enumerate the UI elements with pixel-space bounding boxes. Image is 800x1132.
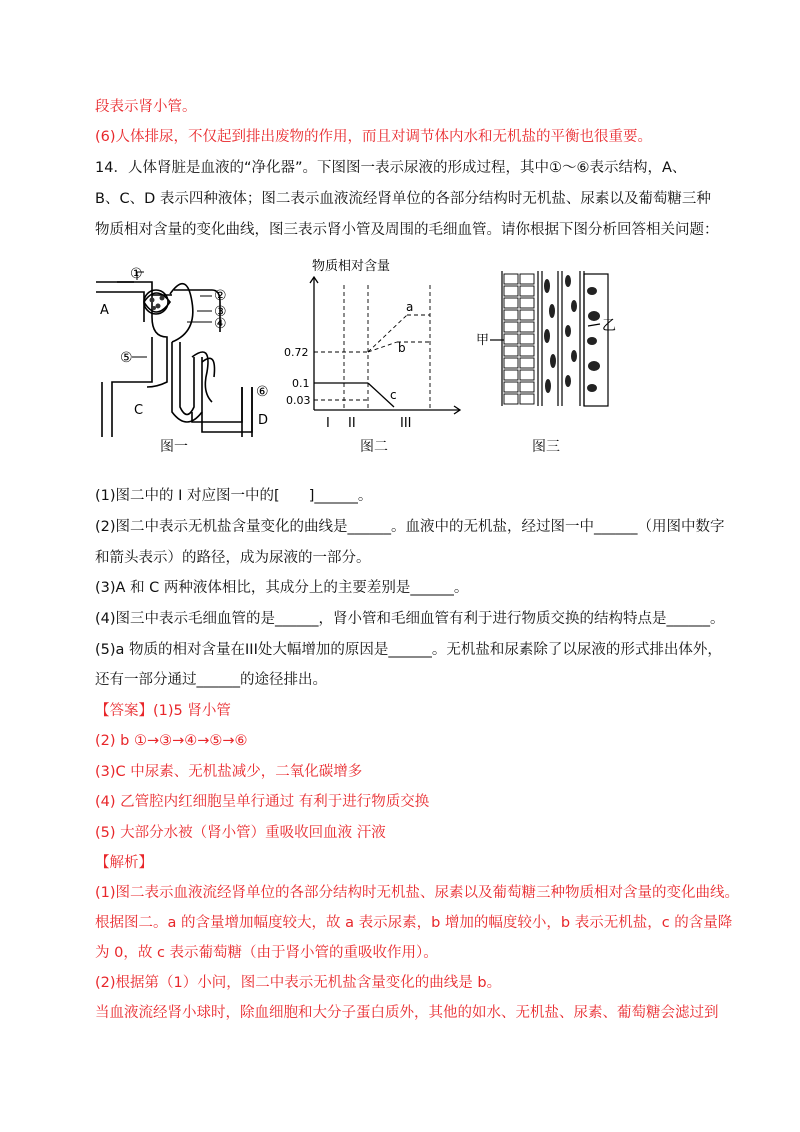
y-tick-003: 0.03 <box>286 394 311 407</box>
label-jia: 甲 <box>476 333 490 348</box>
question-line-1: 14．人体肾脏是血液的“净化器”。下图图一表示尿液的形成过程，其中①～⑥表示结构，A、 <box>95 160 687 176</box>
analysis-header: 【解析】 <box>95 855 153 871</box>
analysis-line-2: 根据图二。a 的含量增加幅度较大，故 a 表示尿素，b 增加的幅度较小，b 表示无机盐，c 的含量降 <box>95 915 733 931</box>
answer-3: (3)C 中尿素、无机盐减少，二氧化碳增多 <box>95 764 363 780</box>
sub-question-2: (2)图二中表示无机盐含量变化的曲线是______。血液中的无机盐，经过图一中______（用图中数字 <box>95 519 725 535</box>
letter-c: C <box>134 403 144 418</box>
marker-3: ③ <box>214 304 227 320</box>
figure-2-caption: 图二 <box>360 439 388 455</box>
answer-4: (4) 乙管腔内红细胞呈单行通过 有利于进行物质交换 <box>95 794 430 810</box>
prev-text-line-2: (6)人体排尿，不仅起到排出废物的作用，而且对调节体内水和无机盐的平衡也很重要。 <box>95 129 653 145</box>
curve-label-c: c <box>390 388 397 402</box>
answer-2: (2) b ①→③→④→⑤→⑥ <box>95 733 248 749</box>
marker-5: ⑤ <box>120 350 133 366</box>
answer-5: (5) 大部分水被（肾小管）重吸收回血液 汗液 <box>95 825 386 841</box>
figure-3-caption: 图三 <box>532 439 560 455</box>
y-tick-01: 0.1 <box>292 377 310 390</box>
marker-2: ② <box>214 288 227 304</box>
y-axis-title: 物质相对含量 <box>312 259 391 274</box>
x-tick-1: I <box>326 416 330 431</box>
analysis-line-1: (1)图二表示血液流经肾单位的各部分结构时无机盐、尿素以及葡萄糖三种物质相对含量的变化曲线。 <box>95 885 740 901</box>
answer-header: 【答案】(1)5 肾小管 <box>95 703 231 719</box>
analysis-line-3: 为 0，故 c 表示葡萄糖（由于肾小管的重吸收作用）。 <box>95 945 438 961</box>
sub-question-4: (4)图三中表示毛细血管的是______，肾小管和毛细血管有利于进行物质交换的结构特点是______。 <box>95 611 725 627</box>
sub-question-1: (1)图二中的 I 对应图一中的[ ]______。 <box>95 488 373 504</box>
curve-label-a: a <box>406 300 414 314</box>
question-line-2: B、C、D 表示四种液体；图二表示血液流经肾单位的各部分结构时无机盐、尿素以及葡萄糖三种 <box>95 191 711 207</box>
sub-question-5: (5)a 物质的相对含量在III处大幅增加的原因是______。无机盐和尿素除了以尿液的形式排出体外， <box>95 642 722 658</box>
sub-question-2-cont: 和箭头表示）的路径，成为尿液的一部分。 <box>95 550 371 566</box>
question-line-3: 物质相对含量的变化曲线，图三表示肾小管及周围的毛细血管。请你根据下图分析回答相关问题： <box>95 222 719 238</box>
figure-1-nephron-diagram <box>92 262 282 457</box>
letter-d: D <box>258 413 269 428</box>
letter-a: A <box>100 303 109 318</box>
label-yi: 乙 <box>602 318 616 334</box>
sub-question-3: (3)A 和 C 两种液体相比，其成分上的主要差别是______。 <box>95 580 469 596</box>
sub-question-5-cont: 还有一部分通过______的途径排出。 <box>95 672 327 688</box>
figure-3-tubule-diagram <box>476 266 630 416</box>
marker-4: ④ <box>214 316 227 332</box>
prev-text-line-1: 段表示肾小管。 <box>95 99 197 115</box>
figure-2-chart <box>282 255 472 435</box>
x-tick-3: III <box>400 416 412 431</box>
marker-1: ① <box>130 266 143 282</box>
figure-1-caption: 图一 <box>160 439 188 455</box>
curve-label-b: b <box>398 341 406 355</box>
y-tick-072: 0.72 <box>284 346 309 359</box>
analysis-line-5: 当血液流经肾小球时，除血细胞和大分子蛋白质外，其他的如水、无机盐、尿素、葡萄糖会滤过到 <box>95 1005 719 1021</box>
x-tick-2: II <box>348 416 356 431</box>
analysis-line-4: (2)根据第（1）小问，图二中表示无机盐含量变化的曲线是 b。 <box>95 975 502 991</box>
marker-6: ⑥ <box>256 384 269 400</box>
